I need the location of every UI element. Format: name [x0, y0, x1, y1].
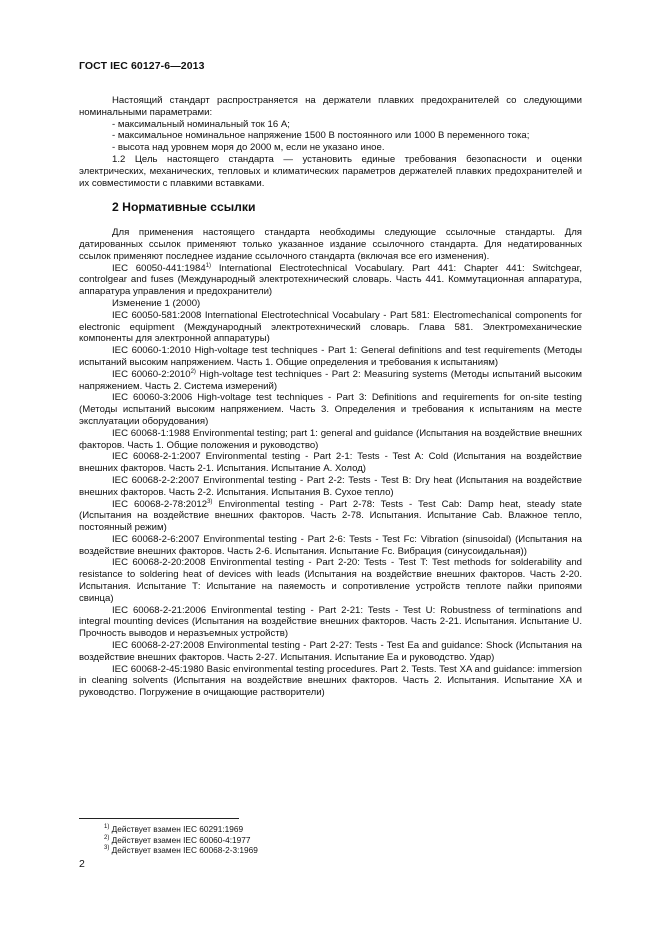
footnote-item: [104, 845, 258, 856]
reference-code: IEC 60060-1:2010: [112, 345, 191, 357]
reference-code: IEC 60068-2-20:2008: [112, 557, 206, 569]
reference-list: [79, 263, 582, 699]
document-header: ГОСТ IEC 60127-6—2013: [79, 60, 205, 72]
reference-text: Environmental testing - Part 2-21: Tests - Test U: Robustness of terminations and integral mounting devices (Испытания на воздействие внешних факторов. Часть 2-21. Испытания. Испытание U. Прочность выводов и неразъемных устройств): [79, 604, 582, 640]
reference-item: [79, 534, 582, 558]
reference-text: Environmental testing - Part 2-1: Tests - Test A: Cold (Испытания на воздействие внешних факторов. Часть 2-1. Испытания. Испытание А. Холод): [79, 451, 582, 475]
reference-text: International Electrotechnical Vocabulary. Part 441: Chapter 441: Switchgear, controlgear and fuses (Международный электротехнический словарь. Часть 441. Коммутационная аппаратура, аппаратура управления и предохранители): [79, 262, 583, 298]
reference-item: [79, 557, 582, 604]
reference-code: IEC 60068-2-45:1980: [112, 663, 204, 675]
reference-code: IEC 60068-2-27:2008: [112, 640, 205, 652]
reference-code: IEC 60068-2-78:2012: [112, 498, 208, 510]
list-item: - максимальный номинальный ток 16 А;: [112, 118, 290, 130]
reference-text: Environmental testing; part 1: general and guidance (Испытания на воздействие внешних факторов. Часть 1. Общие положения и руководство): [79, 427, 582, 451]
reference-text: Environmental testing - Part 2-27: Tests - Test Ea and guidance: Shock (Испытания на воздействие внешних факторов. Часть 2-27. Испытания. Испытание Ea и руководство. Удар): [79, 640, 582, 663]
reference-code: IEC 60068-2-2:2007: [112, 474, 200, 486]
footnote-mark: 2): [104, 834, 110, 841]
footnote-marker: 2): [190, 368, 196, 375]
purpose-paragraph: 1.2 Цель настоящего стандарта — установить единые требования безопасности и оценки электрических, механических, тепловых и климатических параметров держателей плавких предохранителей и их совместимости с плавкими вставками.: [79, 153, 582, 189]
reference-item: [79, 345, 582, 369]
reference-item: [79, 475, 582, 499]
reference-code: IEC 60068-1:1988: [112, 427, 190, 439]
reference-text: High-voltage test techniques - Part 1: General definitions and test requirements (Методы испытаний высоким напряжением. Часть 1. Общие определения и требования к испытаниям): [79, 345, 583, 368]
footnote-mark: 1): [104, 824, 110, 831]
reference-text: Environmental testing - Part 2-20: Tests - Test T: Test methods for solderability and resistance to soldering heat of devices with leads (Испытания на воздействие внешних факторов. Часть 2-20. Испытания. Испытание Т: Испытание на паяемость и сопротивление устройств теплоте пайки припоями свинца): [79, 557, 582, 604]
reference-code: IEC 60050-581:2008: [112, 309, 202, 321]
footnote-marker: 1): [205, 262, 212, 269]
reference-item: [79, 310, 582, 345]
footnote-mark: 3): [104, 845, 110, 852]
reference-text: High-voltage test techniques - Part 2: Measuring systems (Методы испытаний высоким напряжением. Часть 2. Система измерений): [79, 368, 582, 392]
reference-code: IEC 60060-3:2006: [112, 392, 193, 404]
reference-item: [79, 298, 582, 310]
footnote-text: Действует взамен IEC 60060-4:1977: [109, 834, 251, 845]
footnote-divider: [79, 818, 239, 819]
section-heading: 2 Нормативные ссылки: [112, 200, 256, 215]
list-item: - высота над уровнем моря до 2000 м, если не указано иное.: [112, 142, 385, 154]
reference-code: IEC 60060-2:2010: [112, 368, 191, 380]
reference-item: [79, 369, 582, 393]
reference-item: [79, 664, 582, 699]
reference-item: [79, 605, 582, 640]
reference-text: International Electrotechnical Vocabulary - Part 581: Electromechanical components for electronic equipment (Международный электротехнический словарь. Глава 581. Электромеханические компоненты для электронной аппаратуры): [79, 309, 583, 345]
footnote-item: [104, 835, 258, 846]
reference-code: IEC 60068-2-21:2006: [112, 604, 207, 616]
reference-item: [79, 263, 582, 298]
section-intro-paragraph: Для применения настоящего стандарта необходимы следующие ссылочные стандарты. Для датированных ссылок применяют только указанное издание ссылочного стандарта. Для недатированных ссылок применяют последнее издание ссылочного стандарта (включая все его изменения).: [79, 227, 582, 262]
footnote-item: [104, 824, 258, 835]
reference-item: [79, 451, 582, 475]
reference-code: IEC 60068-2-6:2007: [112, 533, 200, 545]
page-number: 2: [79, 858, 85, 870]
list-item: - максимальное номинальное напряжение 1500 В постоянного или 1000 В переменного тока;: [112, 130, 530, 142]
reference-text: Basic environmental testing procedures. Part 2. Tests. Test XA and guidance: immersion in cleaning solvents (Испытания на воздействие внешних факторов. Часть 2. Испытания. Испытание XA и руководство. Погружение в очищающие растворители): [79, 663, 582, 699]
reference-item: [79, 640, 582, 664]
reference-code: Изменение 1 (2000): [112, 297, 201, 309]
reference-text: Environmental testing - Part 2-78: Tests - Test Cab: Damp heat, steady state (Испытания на воздействие внешних факторов. Часть 2-78. Испытания. Испытание Cab. Влажное тепло, постоянный режим): [79, 498, 582, 534]
reference-code: IEC 60050-441:1984: [112, 262, 206, 274]
reference-item: [79, 392, 582, 427]
footnotes: [104, 824, 258, 856]
intro-paragraph: Настоящий стандарт распространяется на держатели плавких предохранителей со следующими номинальными параметрами:: [79, 95, 582, 118]
reference-text: Environmental testing - Part 2-2: Tests - Test B: Dry heat (Испытания на воздействие внешних факторов. Часть 2-2. Испытания. Испытания В. Сухое тепло): [79, 474, 583, 498]
page-body: [79, 95, 582, 699]
reference-item: [79, 499, 582, 534]
footnote-text: Действует взамен IEC 60291:1969: [109, 824, 244, 834]
reference-item: [79, 428, 582, 452]
footnote-marker: 3): [207, 498, 213, 505]
footnote-text: Действует взамен IEC 60068-2-3:1969: [109, 845, 258, 856]
reference-text: High-voltage test techniques - Part 3: Definitions and requirements for on-site testing (Методы испытаний высоким напряжением. Часть 3. Определения и требования к испытаниям на месте эксплуатации оборудования): [79, 392, 582, 427]
reference-text: Environmental testing - Part 2-6: Tests - Test Fc: Vibration (sinusoidal) (Испытания на воздействие внешних факторов. Часть 2-6. Испытания. Испытание Fc. Вибрация (синусоидальная)): [79, 533, 582, 557]
reference-code: IEC 60068-2-1:2007: [112, 451, 201, 463]
